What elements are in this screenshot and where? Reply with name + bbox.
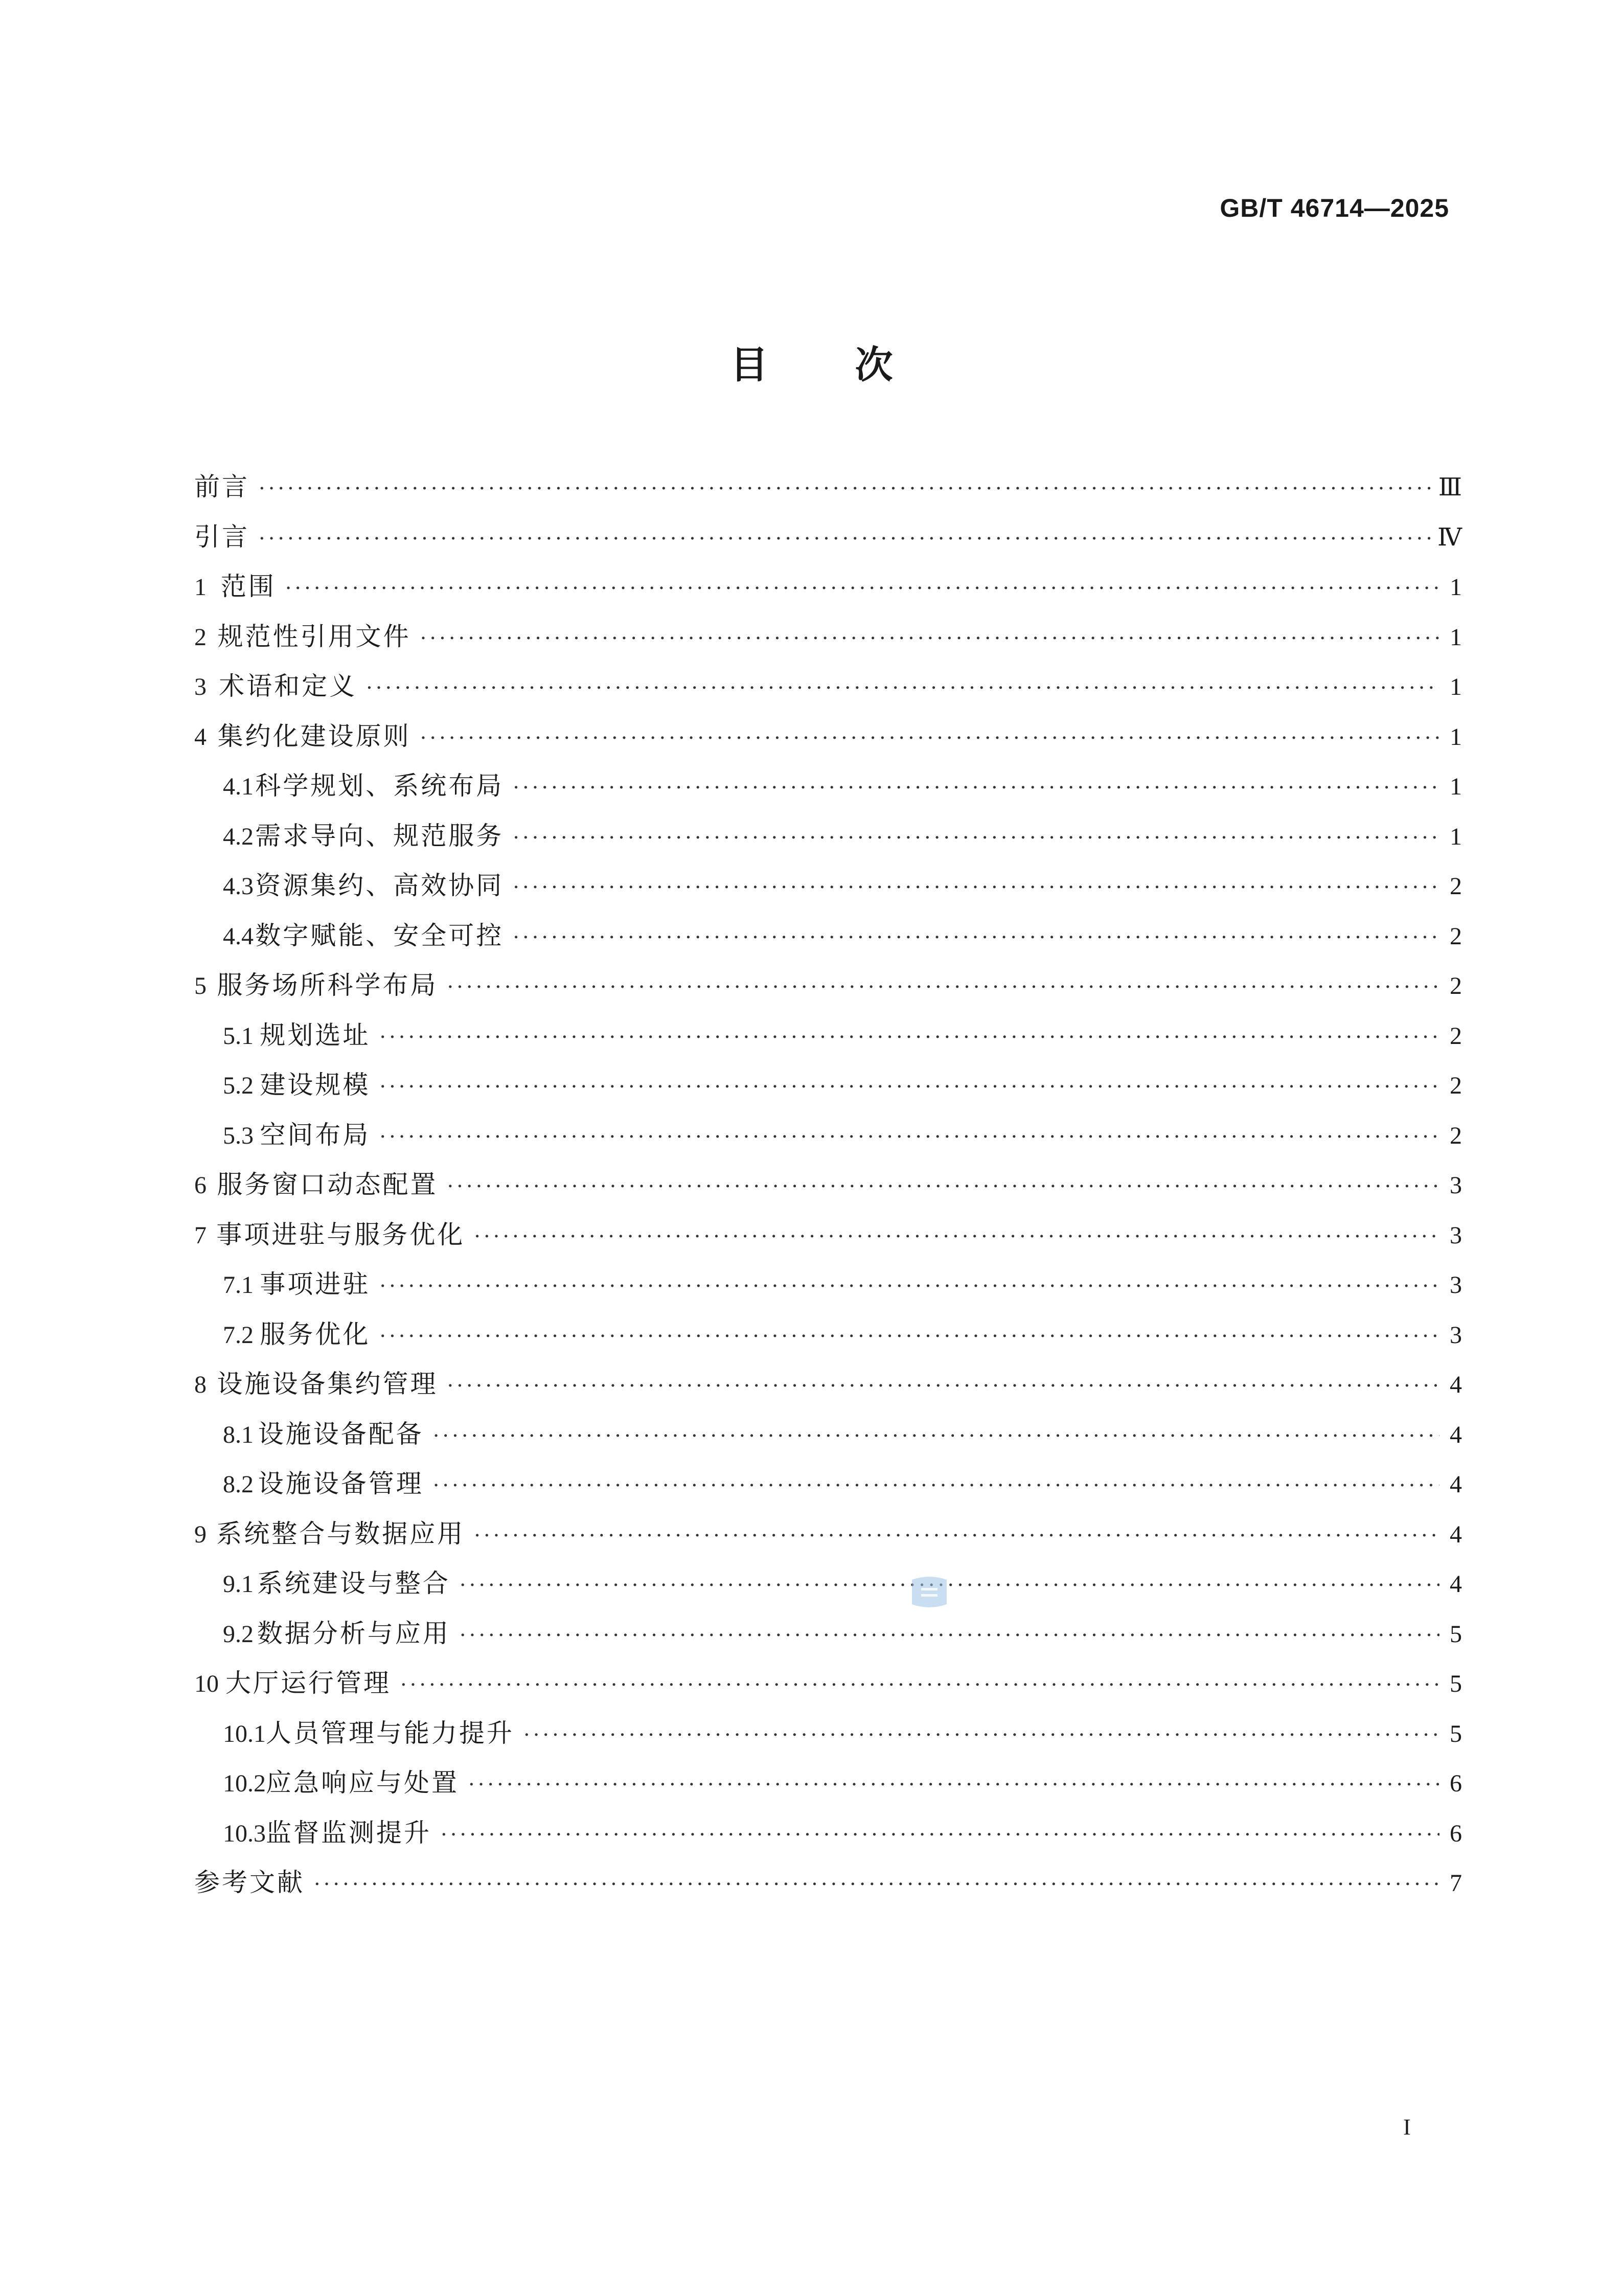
toc-entry-number: 10.3 <box>223 1820 266 1847</box>
dot-leader <box>400 1661 1439 1711</box>
dot-leader <box>513 863 1439 913</box>
toc-entry-number: 4.2 <box>223 823 254 850</box>
toc-entry-number: 6 <box>194 1172 207 1199</box>
toc-entry-number: 5.3 <box>223 1122 254 1149</box>
toc-entry-number: 7.1 <box>223 1271 254 1299</box>
toc-entry[interactable] <box>194 1509 1462 1559</box>
toc-entry-page: 3 <box>1450 1321 1462 1349</box>
toc-entry-page: 1 <box>1450 723 1462 751</box>
toc-entry-title: 数据分析与应用 <box>257 1618 450 1648</box>
toc-entry-title: 设施设备集约管理 <box>217 1369 438 1399</box>
page-title: 目次 <box>730 343 980 387</box>
toc-entry-title: 范围 <box>220 572 276 601</box>
dot-leader <box>259 514 1430 564</box>
dot-leader <box>441 1810 1439 1860</box>
toc-entry-page: Ⅲ <box>1438 474 1462 501</box>
toc-entry-title: 引言 <box>194 521 249 552</box>
toc-entry-title: 设施设备管理 <box>258 1469 424 1498</box>
toc-entry-title: 服务窗口动态配置 <box>217 1170 438 1199</box>
toc-entry[interactable] <box>194 1658 1462 1709</box>
toc-entry-page: 2 <box>1450 1022 1462 1050</box>
toc-entry-page: 3 <box>1450 1172 1462 1199</box>
toc-entry[interactable] <box>194 1160 1462 1210</box>
standard-code: GB/T 46714—2025 <box>1220 194 1449 222</box>
toc-entry-title: 服务优化 <box>260 1319 371 1349</box>
toc-entry-title: 系统建设与整合 <box>257 1568 450 1598</box>
toc-entry-number: 7.2 <box>223 1321 254 1349</box>
toc-entry-page: 4 <box>1450 1520 1462 1548</box>
toc-entry-number: 10 <box>194 1670 219 1697</box>
toc-entry[interactable] <box>194 462 1462 512</box>
toc-entry[interactable] <box>194 1709 1462 1759</box>
page-number: I <box>1403 2115 1411 2140</box>
toc-entry[interactable] <box>194 1609 1462 1659</box>
toc-entry-title: 参考文献 <box>194 1868 305 1897</box>
toc-entry-page: 1 <box>1450 574 1462 601</box>
dot-leader <box>366 664 1439 714</box>
toc-entry-number: 9 <box>194 1520 207 1548</box>
dot-leader <box>379 1312 1439 1362</box>
toc-entry[interactable] <box>194 961 1462 1011</box>
toc-entry-number: 4.3 <box>223 873 254 900</box>
toc-entry[interactable] <box>194 861 1462 911</box>
toc-entry[interactable] <box>194 562 1462 612</box>
dot-leader <box>433 1412 1439 1462</box>
toc-entry-page: 3 <box>1450 1221 1462 1249</box>
toc-entry-number: 5.1 <box>223 1022 254 1050</box>
toc-entry-page: 7 <box>1450 1870 1462 1897</box>
dot-leader <box>285 564 1439 614</box>
toc-entry-number: 8.2 <box>223 1471 254 1498</box>
dot-leader <box>433 1461 1439 1511</box>
toc-entry-page: 4 <box>1450 1421 1462 1448</box>
toc-entry[interactable] <box>194 1359 1462 1410</box>
toc-entry[interactable] <box>194 1858 1462 1908</box>
toc-entry-number: 5.2 <box>223 1072 254 1099</box>
toc-entry-title: 事项进驻与服务优化 <box>216 1219 465 1249</box>
toc-entry-title: 科学规划、系统布局 <box>255 771 504 801</box>
toc-entry-page: 5 <box>1450 1670 1462 1697</box>
dot-leader <box>513 913 1439 963</box>
toc-entry[interactable] <box>194 1011 1462 1061</box>
toc-entry-page: 4 <box>1450 1371 1462 1398</box>
toc-entry-page: 1 <box>1450 623 1462 651</box>
dot-leader <box>379 1112 1439 1163</box>
toc-entry[interactable] <box>194 712 1462 762</box>
toc-entry-page: 4 <box>1450 1571 1462 1598</box>
dot-leader <box>379 1262 1439 1312</box>
toc-entry-title: 设施设备配备 <box>258 1419 424 1449</box>
toc-entry[interactable] <box>194 1060 1462 1110</box>
dot-leader <box>447 963 1439 1013</box>
toc-entry[interactable] <box>194 1260 1462 1310</box>
toc-entry-number: 1 <box>194 574 207 601</box>
toc-entry-title: 数字赋能、安全可控 <box>255 920 504 950</box>
toc-entry-page: 2 <box>1450 1072 1462 1099</box>
toc-entry-page: 2 <box>1450 972 1462 999</box>
toc-entry-number: 8 <box>194 1371 207 1398</box>
dot-leader <box>523 1711 1439 1761</box>
toc-entry-title: 规范性引用文件 <box>217 621 411 651</box>
toc-entry[interactable] <box>194 1410 1462 1460</box>
dot-leader <box>379 1062 1439 1112</box>
dot-leader <box>513 763 1439 813</box>
toc-entry[interactable] <box>194 662 1462 712</box>
toc-entry-title: 大厅运行管理 <box>225 1668 391 1698</box>
dot-leader <box>513 813 1439 863</box>
toc-entry-title: 建设规模 <box>260 1070 371 1100</box>
toc-entry-title: 规划选址 <box>260 1020 371 1050</box>
toc-entry[interactable] <box>194 1310 1462 1360</box>
dot-leader <box>447 1361 1439 1412</box>
toc-entry-number: 10.1 <box>223 1720 266 1747</box>
toc-entry-page: 3 <box>1450 1271 1462 1299</box>
toc-entry-number: 7 <box>194 1221 207 1249</box>
toc-entry[interactable] <box>194 1459 1462 1509</box>
toc-entry-page: 5 <box>1450 1620 1462 1648</box>
dot-leader <box>259 464 1431 514</box>
dot-leader <box>460 1611 1439 1661</box>
dot-leader <box>474 1212 1439 1262</box>
toc-entry-page: 2 <box>1450 922 1462 950</box>
toc-entry[interactable] <box>194 1210 1462 1260</box>
toc-entry-page: 6 <box>1450 1820 1462 1847</box>
toc-entry-title: 监督监测提升 <box>266 1817 431 1848</box>
toc-entry-title: 集约化建设原则 <box>217 721 411 751</box>
toc-entry-number: 10.2 <box>223 1770 266 1797</box>
toc-entry-number: 2 <box>194 623 207 651</box>
toc-entry-title: 人员管理与能力提升 <box>266 1718 514 1748</box>
toc-entry[interactable] <box>194 1758 1462 1808</box>
toc-entry-number: 8.1 <box>223 1421 254 1448</box>
toc-entry-title: 应急响应与处置 <box>266 1768 459 1798</box>
toc-entry-number: 4 <box>194 723 207 751</box>
toc-entry[interactable] <box>194 911 1462 961</box>
toc-entry-title: 事项进驻 <box>260 1269 371 1299</box>
dot-leader <box>468 1760 1439 1810</box>
toc-entry[interactable] <box>194 1808 1462 1858</box>
toc-entry-title: 术语和定义 <box>219 671 357 701</box>
toc-entry-page: 1 <box>1450 773 1462 800</box>
toc-entry-page: 2 <box>1450 873 1462 900</box>
toc-entry-title: 需求导向、规范服务 <box>255 821 504 851</box>
toc-entry-number: 3 <box>194 673 207 700</box>
toc-entry-number: 9.2 <box>223 1620 254 1648</box>
toc-entry-page: 2 <box>1450 1122 1462 1149</box>
toc-entry[interactable] <box>194 512 1462 562</box>
toc-entry-title: 系统整合与数据应用 <box>216 1518 465 1549</box>
toc-entry-title: 空间布局 <box>260 1120 371 1150</box>
toc-entry[interactable] <box>194 1110 1462 1161</box>
toc-entry-page: 5 <box>1450 1720 1462 1747</box>
toc-entry-page: 6 <box>1450 1770 1462 1797</box>
toc-entry-number: 4.1 <box>223 773 254 800</box>
table-of-contents <box>194 462 1462 1908</box>
toc-entry-page: Ⅳ <box>1437 524 1462 551</box>
toc-entry-title: 前言 <box>194 472 249 502</box>
toc-entry-number: 5 <box>194 972 207 999</box>
dot-leader <box>314 1860 1439 1910</box>
toc-entry-page: 4 <box>1450 1471 1462 1498</box>
toc-entry-page: 1 <box>1450 823 1462 850</box>
watermark-logo-icon <box>908 1571 951 1613</box>
toc-entry-number: 4.4 <box>223 922 254 950</box>
dot-leader <box>447 1162 1439 1212</box>
toc-entry-title: 资源集约、高效协同 <box>255 871 504 900</box>
toc-entry-page: 1 <box>1450 673 1462 700</box>
dot-leader <box>474 1511 1439 1561</box>
toc-entry[interactable] <box>194 612 1462 662</box>
toc-entry[interactable] <box>194 761 1462 811</box>
toc-entry[interactable] <box>194 811 1462 861</box>
toc-entry-title: 服务场所科学布局 <box>217 970 438 1000</box>
toc-entry-number: 9.1 <box>223 1571 254 1598</box>
dot-leader <box>379 1013 1439 1063</box>
dot-leader <box>420 614 1439 664</box>
dot-leader <box>420 714 1439 764</box>
toc-entry[interactable] <box>194 1559 1462 1609</box>
